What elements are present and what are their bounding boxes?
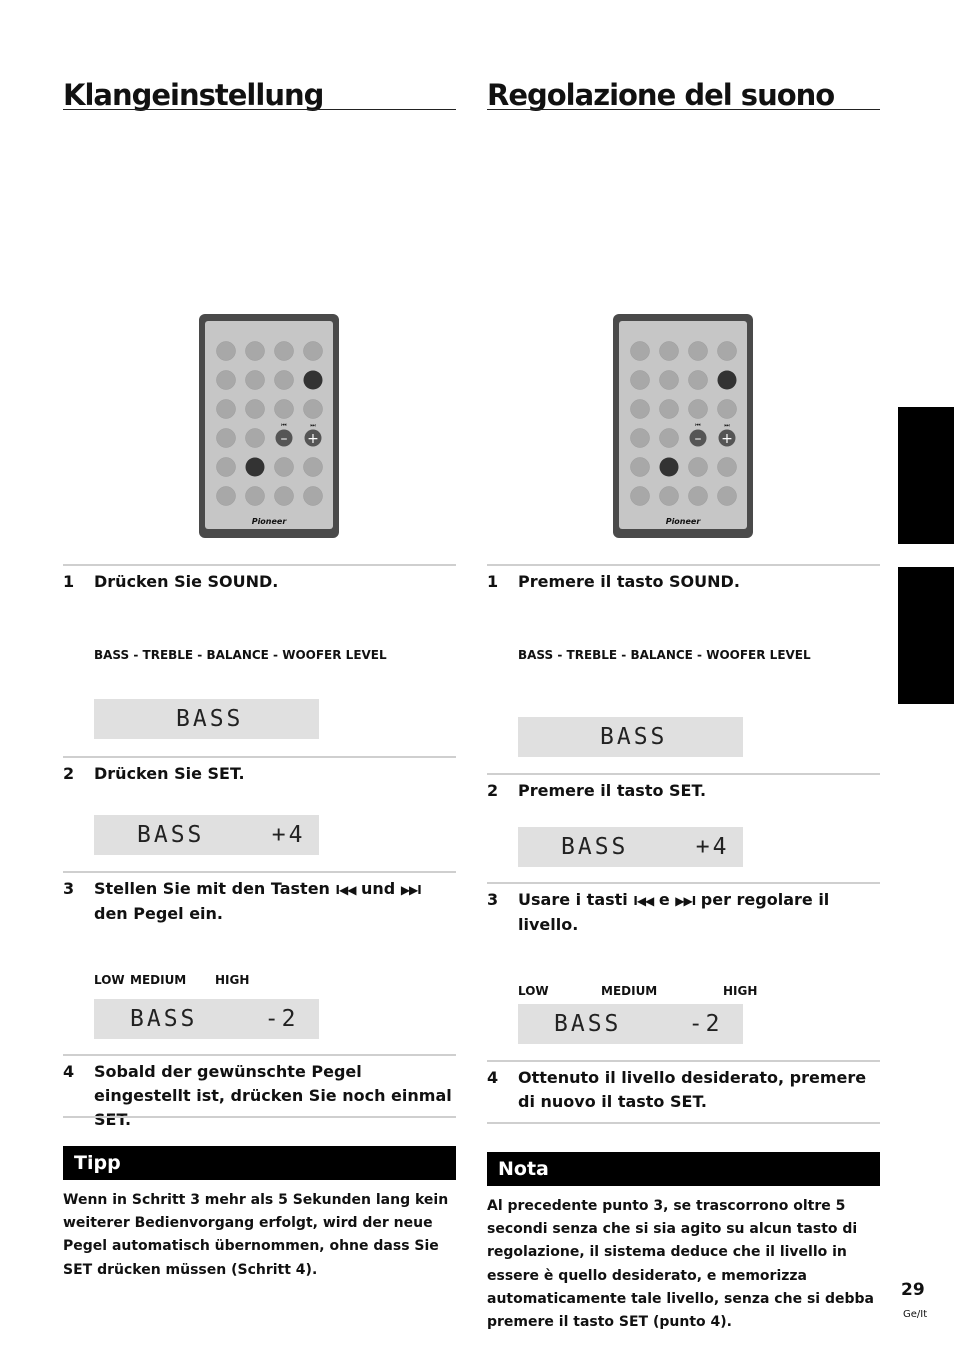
sound-button bbox=[304, 371, 323, 390]
level-high: HIGH bbox=[723, 984, 758, 998]
sound-sequence: BASS - TREBLE - BALANCE - WOOFER LEVEL bbox=[94, 648, 387, 662]
page-title: Regolazione del suono bbox=[487, 78, 835, 112]
title-underline bbox=[487, 109, 880, 110]
level-medium: MEDIUM bbox=[130, 973, 187, 987]
next-button-glyph: ▶▶I bbox=[400, 883, 421, 897]
prev-key-label: ⏮ bbox=[281, 422, 287, 429]
set-button bbox=[246, 458, 265, 477]
level-low: LOW bbox=[518, 984, 549, 998]
divider bbox=[63, 871, 456, 873]
prev-button-glyph: I◀◀ bbox=[335, 883, 356, 897]
note-header: Nota bbox=[487, 1152, 880, 1186]
lcd-display-bass: BASS bbox=[94, 699, 319, 739]
level-medium: MEDIUM bbox=[601, 984, 658, 998]
next-key-label: ⏭ bbox=[310, 422, 316, 429]
divider bbox=[63, 564, 456, 566]
level-low: LOW bbox=[94, 973, 125, 987]
plus-key-label: + bbox=[721, 431, 733, 447]
divider bbox=[487, 882, 880, 884]
next-key-label: ⏭ bbox=[724, 422, 730, 429]
divider bbox=[487, 1060, 880, 1062]
prev-key-label: ⏮ bbox=[695, 422, 701, 429]
remote-control-illustration bbox=[612, 313, 754, 539]
lcd-display-bass-plus: BASS +4 bbox=[94, 815, 319, 855]
divider bbox=[63, 756, 456, 758]
sound-button bbox=[718, 371, 737, 390]
page-title: Klangeinstellung bbox=[63, 78, 324, 112]
minus-key-label: – bbox=[280, 431, 288, 447]
lcd-display-bass: BASS bbox=[518, 717, 743, 757]
lcd-display-bass-minus: BASS -2 bbox=[94, 999, 319, 1039]
prev-button-glyph: I◀◀ bbox=[633, 894, 654, 908]
lcd-display-bass-minus: BASS -2 bbox=[518, 1004, 743, 1044]
note-text: Al precedente punto 3, se trascorrono oltre 5 secondi senza che si sia agito su alcun tasto di regolazione, il sistema deduce che il livello in essere è quello desiderato, e memorizza automaticamente tale livello, senza che si debba premere il tasto SET (punto 4). bbox=[487, 1198, 874, 1331]
level-high: HIGH bbox=[215, 973, 250, 987]
brand-logo: Pioneer bbox=[665, 517, 701, 526]
remote-control-illustration bbox=[198, 313, 340, 539]
plus-key-label: + bbox=[307, 431, 319, 447]
divider bbox=[63, 1116, 456, 1118]
divider bbox=[63, 1054, 456, 1056]
set-button bbox=[660, 458, 679, 477]
divider bbox=[487, 1122, 880, 1124]
page-number: 29 bbox=[901, 1280, 925, 1300]
page-language-code: Ge/It bbox=[903, 1309, 928, 1320]
language-tab-italian bbox=[898, 567, 954, 704]
german-column: Klangeinstellung – + ⏮ ⏭ Pioneer 1 Drücken Sie SOUND. BASS - TREBLE - BALANCE - WOOFER LEVEL BASS 2 Drücken Sie SET. BASS +4 3 Stellen Sie mit den Tasten I◀◀ und ▶▶I den Pegel ein. LOW MEDIUM HIGH BASS -2 4 Sobald der gewünschte Pegel eingestellt ist, drücken Sie noch einmal SET. Tipp Wenn in Schritt 3 mehr als 5 Sekunden lang kein weiterer Bedienvorgang erfolgt, wird der neue Pegel automatisch übernommen, ohne dass Sie SET drücken müssen (Schritt 4). bbox=[63, 0, 457, 1348]
note-header: Tipp bbox=[63, 1146, 456, 1180]
sound-sequence: BASS - TREBLE - BALANCE - WOOFER LEVEL bbox=[518, 648, 811, 662]
next-button-glyph: ▶▶I bbox=[675, 894, 696, 908]
brand-logo: Pioneer bbox=[251, 517, 287, 526]
note-text: Wenn in Schritt 3 mehr als 5 Sekunden lang kein weiterer Bedienvorgang erfolgt, wird der neue Pegel automatisch übernommen, ohne dass Sie SET drücken müssen (Schritt 4). bbox=[63, 1192, 449, 1278]
minus-key-label: – bbox=[694, 431, 702, 447]
divider bbox=[487, 773, 880, 775]
italian-column: Regolazione del suono – + ⏮ ⏭ Pioneer 1 Premere il tasto SOUND. BASS - TREBLE - BALANCE - WOOFER LEVEL BASS 2 Premere il tasto SET. BASS +4 3 Usare i tasti I◀◀ e ▶▶I per regolare il livello. LOW MEDIUM HIGH BASS -2 4 Ottenuto il livello desiderato, premere di nuovo il tasto SET. Nota Al precedente punto 3, se trascorrono oltre 5 secondi senza che si sia agito su alcun tasto di regolazione, il sistema deduce che il livello in essere è quello desiderato, e memorizza automaticamente tale livello, senza che si debba premere il tasto SET (punto 4). bbox=[487, 0, 881, 1348]
lcd-display-bass-plus: BASS +4 bbox=[518, 827, 743, 867]
language-tab-german bbox=[898, 407, 954, 544]
title-underline bbox=[63, 109, 456, 110]
divider bbox=[487, 564, 880, 566]
